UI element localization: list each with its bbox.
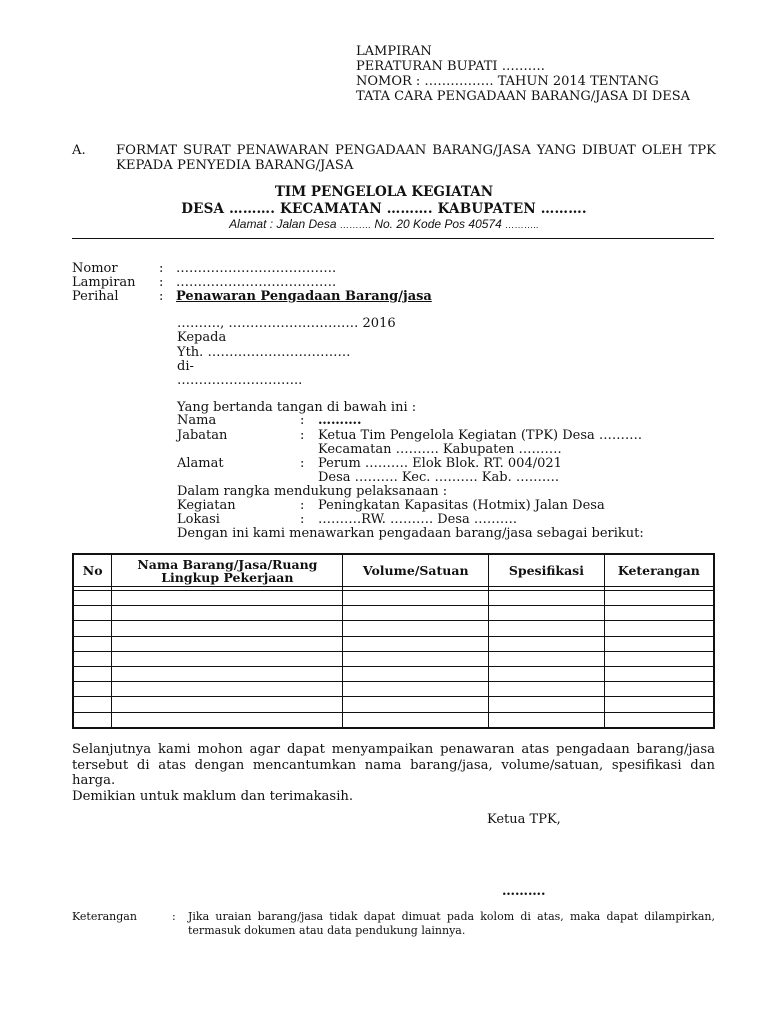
- activity-intro: Dalam rangka mendukung pelaksanaan :: [177, 484, 448, 499]
- signer-colon: :: [300, 428, 305, 443]
- signer-address-value: Perum ………. Elok Blok. RT. 004/021: [318, 456, 562, 471]
- section-letter: A.: [72, 143, 86, 158]
- meta-colon: :: [159, 261, 164, 276]
- signer-name-value: ……….: [318, 413, 362, 428]
- address-street: Jalan Desa: [276, 217, 337, 231]
- recipient-kepada: Kepada: [177, 330, 227, 345]
- location-label: Lokasi: [177, 512, 220, 527]
- table-row: [73, 697, 714, 712]
- closing-thanks: Demikian untuk maklum dan terimakasih.: [72, 788, 354, 804]
- footnote-text: Jika uraian barang/jasa tidak dapat dimuat pada kolom di atas, maka dapat dilampirkan, termasuk dokumen atau data pendukung lainnya.: [188, 910, 715, 937]
- signer-position-label: Jabatan: [177, 428, 228, 443]
- activity-colon: :: [300, 498, 305, 513]
- address-dots: ………..: [505, 220, 539, 231]
- closing-paragraph: Selanjutnya kami mohon agar dapat menyampaikan penawaran atas pengadaan barang/jasa tersebut di atas dengan mencantumkan nama barang/jasa, volume/satuan, spesifikasi dan harga.: [72, 742, 715, 788]
- header-line: NOMOR : ……………. TAHUN 2014 TENTANG: [356, 74, 659, 89]
- signature-name: ……….: [502, 884, 546, 899]
- signer-name-label: Nama: [177, 413, 217, 428]
- letterhead-location: DESA ………. KECAMATAN ………. KABUPATEN ……….: [181, 201, 587, 217]
- activity-value: Peningkatan Kapasitas (Hotmix) Jalan Desa: [318, 498, 605, 513]
- recipient-di: di-: [177, 359, 194, 374]
- letterhead-title: TIM PENGELOLA KEGIATAN: [274, 184, 494, 200]
- table-header-row: [73, 554, 714, 587]
- footnote-colon: :: [172, 910, 176, 923]
- signer-colon: :: [300, 456, 305, 471]
- attachment-header: [356, 44, 690, 104]
- letterhead-divider: [72, 238, 714, 239]
- address-label: Alamat :: [229, 217, 274, 231]
- letterhead-address: [0, 217, 768, 231]
- column-header-no: No: [73, 554, 112, 587]
- table-row: [73, 651, 714, 666]
- table-row: [73, 591, 714, 606]
- meta-colon: :: [159, 275, 164, 290]
- table-row: [73, 636, 714, 651]
- signer-position-value: Ketua Tim Pengelola Kegiatan (TPK) Desa ……….: [318, 428, 643, 443]
- signer-intro: Yang bertanda tangan di bawah ini :: [177, 400, 417, 415]
- table-row: [73, 682, 714, 697]
- closing-text: [72, 742, 715, 804]
- meta-value: ……………………………….: [176, 261, 337, 276]
- meta-label: Lampiran: [72, 275, 136, 290]
- recipient-yth: Yth. ……………………………: [177, 345, 351, 360]
- footnote-label: Keterangan: [72, 910, 137, 923]
- header-line: LAMPIRAN: [356, 44, 432, 59]
- header-line: PERATURAN BUPATI ……….: [356, 59, 545, 74]
- location-colon: :: [300, 512, 305, 527]
- date-line: ………., ………………………… 2016: [177, 316, 396, 331]
- address-number: No. 20 Kode Pos 40574: [374, 217, 502, 231]
- signature-title: Ketua TPK,: [487, 812, 561, 827]
- table-row: [73, 606, 714, 621]
- location-value: ……….RW. ………. Desa ……….: [318, 512, 518, 527]
- activity-label: Kegiatan: [177, 498, 236, 513]
- section-title: FORMAT SURAT PENAWARAN PENGADAAN BARANG/JASA YANG DIBUAT OLEH TPK KEPADA PENYEDIA BARANG/JASA: [116, 143, 716, 173]
- meta-subject: Penawaran Pengadaan Barang/jasa: [176, 289, 432, 304]
- meta-colon: :: [159, 289, 164, 304]
- table-row: [73, 712, 714, 728]
- column-header-notes: Keterangan: [604, 554, 714, 587]
- meta-label: Perihal: [72, 289, 119, 304]
- header-line: TATA CARA PENGADAAN BARANG/JASA DI DESA: [356, 89, 691, 104]
- column-header-volume: Volume/Satuan: [343, 554, 489, 587]
- offer-line: Dengan ini kami menawarkan pengadaan barang/jasa sebagai berikut:: [177, 526, 644, 541]
- signer-address-label: Alamat: [177, 456, 224, 471]
- table-row: [73, 666, 714, 681]
- meta-label: Nomor: [72, 261, 118, 276]
- meta-value: ……………………………….: [176, 275, 337, 290]
- signer-colon: :: [300, 413, 305, 428]
- signer-address-value-2: Desa ………. Kec. ………. Kab. ……….: [318, 470, 559, 485]
- table-row: [73, 621, 714, 636]
- address-dots: ……….: [339, 220, 371, 231]
- recipient-place: ………………………..: [177, 373, 303, 388]
- items-table: [72, 553, 715, 729]
- signer-position-value-2: Kecamatan ………. Kabupaten ……….: [318, 442, 562, 457]
- column-header-item: Nama Barang/Jasa/Ruang Lingkup Pekerjaan: [112, 554, 343, 587]
- column-header-spec: Spesifikasi: [489, 554, 605, 587]
